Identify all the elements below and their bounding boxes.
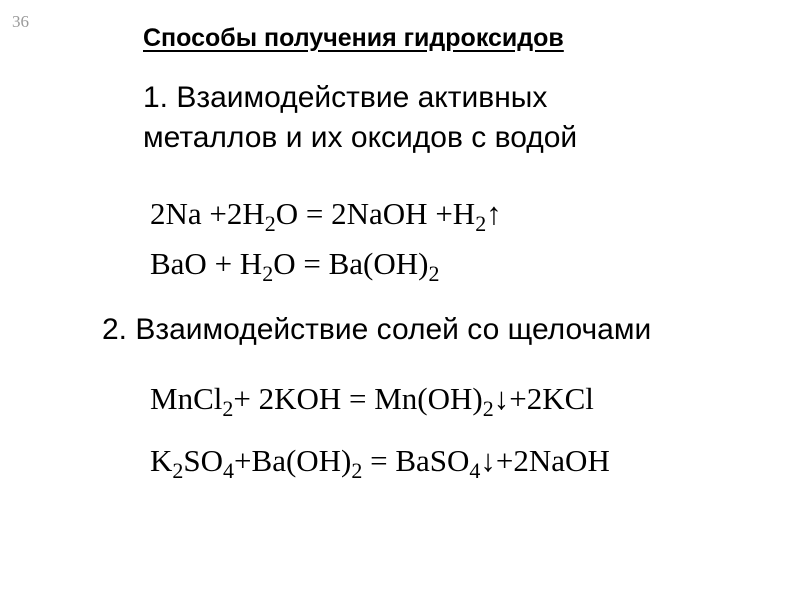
equation-subscript: 4 <box>469 458 481 483</box>
equation-subscript: 2 <box>262 261 274 286</box>
equation-text: + 2KOH = Mn(OH) <box>233 381 483 416</box>
equation-text: 2Na +2H <box>150 196 265 231</box>
equation-barium-oxide-water <box>150 246 440 286</box>
equation-text: +Ba(OH) <box>234 443 352 478</box>
equation-text: SO <box>183 443 224 478</box>
equation-subscript: 4 <box>223 458 235 483</box>
equation-text: ↓+2NaOH <box>480 443 610 478</box>
slide-number: 36 <box>12 12 29 31</box>
equation-text: ↓+2KCl <box>493 381 594 416</box>
section-heading-1-line-1: 1. Взаимодействие активных <box>143 81 548 114</box>
equation-text: O = 2NaOH +H <box>275 196 476 231</box>
slide-title: Способы получения гидроксидов <box>143 24 564 52</box>
equation-subscript: 2 <box>428 261 440 286</box>
section-heading-1-line-2: металлов и их оксидов с водой <box>143 121 578 154</box>
equation-text: MnCl <box>150 381 223 416</box>
equation-text: O = Ba(OH) <box>273 246 429 281</box>
equation-subscript: 2 <box>475 211 487 236</box>
equation-subscript: 2 <box>351 458 363 483</box>
section-heading-1 <box>143 78 577 158</box>
equation-text: K <box>150 443 173 478</box>
equation-sodium-water <box>150 196 502 236</box>
equation-text: ↑ <box>486 196 502 231</box>
equation-subscript: 2 <box>264 211 276 236</box>
equation-subscript: 2 <box>222 396 234 421</box>
equation-subscript: 2 <box>482 396 494 421</box>
equation-manganese-chloride-koh <box>150 381 594 421</box>
equation-text: BaO + H <box>150 246 263 281</box>
equation-text: = BaSO <box>362 443 470 478</box>
equation-potassium-sulfate-barium-hydroxide <box>150 443 610 483</box>
section-heading-2: 2. Взаимодействие солей со щелочами <box>102 313 652 346</box>
equation-subscript: 2 <box>172 458 184 483</box>
